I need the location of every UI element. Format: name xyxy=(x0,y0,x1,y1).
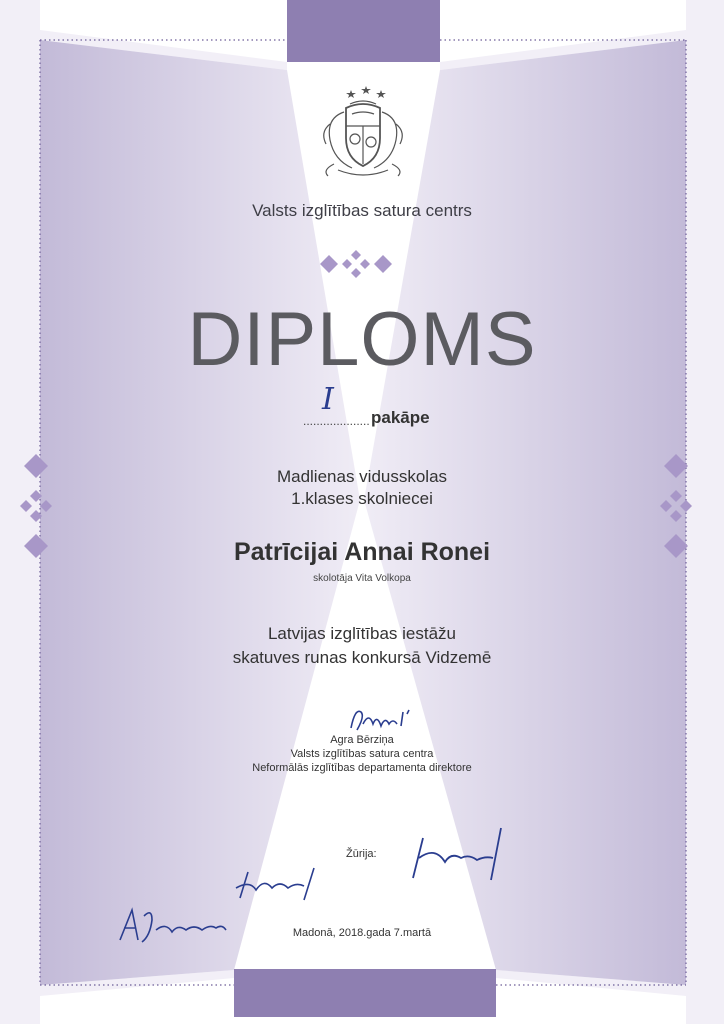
official-info xyxy=(0,733,724,775)
issue-date: Madonā, 2018.gada 7.martā xyxy=(292,927,432,939)
jury-signature-1 xyxy=(405,818,520,888)
school-line-1: Madlienas vidusskolas xyxy=(276,467,448,486)
school-line-2: 1.klases skolniecei xyxy=(291,489,433,508)
official-line-2: Neformālās izglītības departamenta direktore xyxy=(252,762,472,774)
diamond-cross-ornament-icon xyxy=(308,247,404,281)
event-line-2: skatuves runas konkursā Vidzemē xyxy=(232,648,492,667)
degree-value: I xyxy=(322,382,334,417)
school-info xyxy=(0,466,724,510)
coat-of-arms-icon xyxy=(308,84,418,184)
jury-label: Žūrija: xyxy=(346,848,377,860)
right-diamond-cross-ornament-icon xyxy=(658,452,694,560)
jury-signature-3 xyxy=(112,900,232,948)
official-line-1: Valsts izglītības satura centra xyxy=(290,748,434,760)
event-description xyxy=(0,622,724,670)
teacher-name: skolotāja Vita Volkopa xyxy=(313,573,411,584)
jury-signature-2 xyxy=(230,862,322,906)
official-name: Agra Bērziņa xyxy=(330,734,394,746)
degree-dots: .................... xyxy=(303,414,370,428)
degree-label: pakāpe xyxy=(371,408,430,427)
organization-name: Valsts izglītības satura centrs xyxy=(252,201,472,220)
bottom-accent-tab xyxy=(234,969,496,1017)
document-title: DIPLOMS xyxy=(187,297,537,382)
top-accent-tab xyxy=(287,0,440,62)
left-diamond-cross-ornament-icon xyxy=(18,452,54,560)
recipient-name: Patrīcijai Annai Ronei xyxy=(233,538,491,566)
event-line-1: Latvijas izglītības iestāžu xyxy=(267,624,457,643)
